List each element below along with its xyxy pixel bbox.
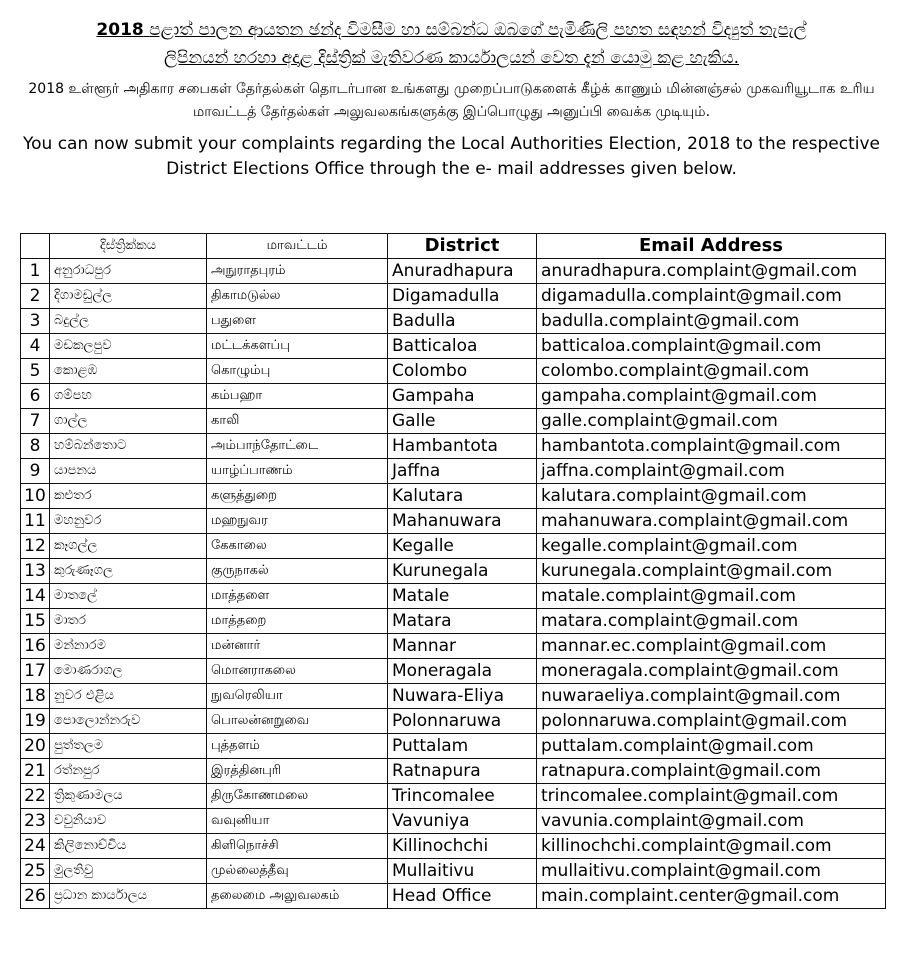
row-email-address: mannar.ec.complaint@gmail.com: [537, 634, 886, 659]
row-tamil-district: மொனராகலை: [207, 659, 388, 684]
row-number: 14: [21, 584, 50, 609]
header-district: District: [388, 234, 537, 259]
row-district: Digamadulla: [388, 284, 537, 309]
row-number: 21: [21, 759, 50, 784]
row-number: 17: [21, 659, 50, 684]
row-tamil-district: யாழ்ப்பாணம்: [207, 459, 388, 484]
row-sinhala-district: වවුනියාව: [50, 809, 207, 834]
row-email-address: puttalam.complaint@gmail.com: [537, 734, 886, 759]
row-number: 24: [21, 834, 50, 859]
table-row: [21, 584, 886, 609]
table-row: [21, 509, 886, 534]
row-district: Matale: [388, 584, 537, 609]
row-tamil-district: திகாமடுல்ல: [207, 284, 388, 309]
row-district: Badulla: [388, 309, 537, 334]
row-number: 5: [21, 359, 50, 384]
sinhala-heading: [0, 16, 903, 72]
row-number: 25: [21, 859, 50, 884]
table-row: [21, 709, 886, 734]
row-district: Colombo: [388, 359, 537, 384]
sinhala-heading-year: 2018: [96, 20, 144, 40]
row-sinhala-district: බදුල්ල: [50, 309, 207, 334]
row-email-address: polonnaruwa.complaint@gmail.com: [537, 709, 886, 734]
header-tamil-district: மாவட்டம்: [207, 234, 388, 259]
row-district: Head Office: [388, 884, 537, 909]
row-tamil-district: அநுராதபுரம்: [207, 259, 388, 284]
row-sinhala-district: මුලතිවු: [50, 859, 207, 884]
row-email-address: vavunia.complaint@gmail.com: [537, 809, 886, 834]
row-number: 26: [21, 884, 50, 909]
row-number: 19: [21, 709, 50, 734]
row-email-address: trincomalee.complaint@gmail.com: [537, 784, 886, 809]
row-district: Killinochchi: [388, 834, 537, 859]
table-row: [21, 384, 886, 409]
row-sinhala-district: ප්‍රධාන කාර්යාලය: [50, 884, 207, 909]
row-district: Trincomalee: [388, 784, 537, 809]
row-district: Nuwara-Eliya: [388, 684, 537, 709]
row-tamil-district: நுவரெலியா: [207, 684, 388, 709]
row-number: 7: [21, 409, 50, 434]
row-sinhala-district: මන්නාරම: [50, 634, 207, 659]
row-district: Matara: [388, 609, 537, 634]
row-sinhala-district: අනුරාධපුර: [50, 259, 207, 284]
table-row: [21, 734, 886, 759]
row-sinhala-district: කළුතර: [50, 484, 207, 509]
row-tamil-district: மட்டக்களப்பு: [207, 334, 388, 359]
row-number: 18: [21, 684, 50, 709]
table-row: [21, 784, 886, 809]
row-email-address: gampaha.complaint@gmail.com: [537, 384, 886, 409]
table-row: [21, 284, 886, 309]
header-email-address: Email Address: [537, 234, 886, 259]
row-tamil-district: மஹநுவர: [207, 509, 388, 534]
row-number: 15: [21, 609, 50, 634]
row-district: Hambantota: [388, 434, 537, 459]
row-sinhala-district: කොළඹ: [50, 359, 207, 384]
row-district: Puttalam: [388, 734, 537, 759]
row-tamil-district: காலி: [207, 409, 388, 434]
row-number: 3: [21, 309, 50, 334]
row-number: 1: [21, 259, 50, 284]
table-row: [21, 859, 886, 884]
row-number: 13: [21, 559, 50, 584]
row-email-address: matale.complaint@gmail.com: [537, 584, 886, 609]
row-district: Anuradhapura: [388, 259, 537, 284]
sinhala-heading-line2: ලිපිනයන් හරහා අදාළ දිස්ත්‍රික් මැතිවරණ කාර්යාලයන් වෙත දැන් යොමු කළ හැකිය.: [163, 48, 740, 68]
row-district: Kalutara: [388, 484, 537, 509]
row-sinhala-district: මහනුවර: [50, 509, 207, 534]
row-district: Mahanuwara: [388, 509, 537, 534]
row-email-address: galle.complaint@gmail.com: [537, 409, 886, 434]
row-sinhala-district: පොලොන්නරුව: [50, 709, 207, 734]
row-email-address: killinochchi.complaint@gmail.com: [537, 834, 886, 859]
row-sinhala-district: ගම්පහ: [50, 384, 207, 409]
row-number: 2: [21, 284, 50, 309]
row-number: 9: [21, 459, 50, 484]
row-email-address: kalutara.complaint@gmail.com: [537, 484, 886, 509]
row-number: 20: [21, 734, 50, 759]
row-sinhala-district: මඩකලපුව: [50, 334, 207, 359]
row-tamil-district: கொழும்பு: [207, 359, 388, 384]
table-row: [21, 759, 886, 784]
row-district: Gampaha: [388, 384, 537, 409]
row-tamil-district: அம்பாந்தோட்டை: [207, 434, 388, 459]
row-tamil-district: மாத்தறை: [207, 609, 388, 634]
row-email-address: mahanuwara.complaint@gmail.com: [537, 509, 886, 534]
row-email-address: moneragala.complaint@gmail.com: [537, 659, 886, 684]
row-email-address: batticaloa.complaint@gmail.com: [537, 334, 886, 359]
row-tamil-district: கேகாலை: [207, 534, 388, 559]
table-row: [21, 259, 886, 284]
row-number: 16: [21, 634, 50, 659]
row-email-address: badulla.complaint@gmail.com: [537, 309, 886, 334]
row-number: 11: [21, 509, 50, 534]
row-tamil-district: இரத்தினபுரி: [207, 759, 388, 784]
row-number: 23: [21, 809, 50, 834]
row-tamil-district: தலைமை அலுவலகம்: [207, 884, 388, 909]
row-sinhala-district: කෑගල්ල: [50, 534, 207, 559]
row-district: Mannar: [388, 634, 537, 659]
table-row: [21, 359, 886, 384]
row-number: 10: [21, 484, 50, 509]
table-row: [21, 459, 886, 484]
row-sinhala-district: කිලිනොච්චිය: [50, 834, 207, 859]
row-district: Polonnaruwa: [388, 709, 537, 734]
row-sinhala-district: ත්‍රිකුණාමලය: [50, 784, 207, 809]
row-number: 4: [21, 334, 50, 359]
table-row: [21, 634, 886, 659]
tamil-paragraph: 2018 உள்ளூர் அதிகார சபைகள் தேர்தல்கள் தொடர்பான உங்களது முறைப்பாடுகளைக் கீழ்க் காணும் மின்னஞ்சல் முகவரியூடாக உரிய மாவட்டத் தேர்தல்கள் அலுவலகங்களுக்கு இப்பொழுது அனுப்பி வைக்க முடியும்.: [28, 81, 875, 120]
row-email-address: mullaitivu.complaint@gmail.com: [537, 859, 886, 884]
row-number: 8: [21, 434, 50, 459]
table-row: [21, 309, 886, 334]
header-number: [21, 234, 50, 259]
row-district: Kurunegala: [388, 559, 537, 584]
row-district: Ratnapura: [388, 759, 537, 784]
row-sinhala-district: ගාල්ල: [50, 409, 207, 434]
row-district: Kegalle: [388, 534, 537, 559]
row-sinhala-district: නුවර එළිය: [50, 684, 207, 709]
row-email-address: anuradhapura.complaint@gmail.com: [537, 259, 886, 284]
table-row: [21, 434, 886, 459]
row-district: Vavuniya: [388, 809, 537, 834]
row-sinhala-district: මාතර: [50, 609, 207, 634]
row-tamil-district: குருநாகல்: [207, 559, 388, 584]
row-email-address: kegalle.complaint@gmail.com: [537, 534, 886, 559]
row-email-address: matara.complaint@gmail.com: [537, 609, 886, 634]
row-tamil-district: கம்பஹா: [207, 384, 388, 409]
table-row: [21, 484, 886, 509]
row-email-address: colombo.complaint@gmail.com: [537, 359, 886, 384]
row-tamil-district: பொலன்னறுவை: [207, 709, 388, 734]
row-tamil-district: திருகோணமலை: [207, 784, 388, 809]
row-sinhala-district: දිගාමඩුල්ල: [50, 284, 207, 309]
table-row: [21, 684, 886, 709]
row-tamil-district: புத்தளம்: [207, 734, 388, 759]
row-email-address: nuwaraeliya.complaint@gmail.com: [537, 684, 886, 709]
row-number: 6: [21, 384, 50, 409]
row-sinhala-district: මාතලේ: [50, 584, 207, 609]
row-sinhala-district: පුත්තලම: [50, 734, 207, 759]
row-district: Batticaloa: [388, 334, 537, 359]
row-sinhala-district: මොණරාගල: [50, 659, 207, 684]
row-district: Mullaitivu: [388, 859, 537, 884]
row-number: 22: [21, 784, 50, 809]
table-body: [21, 259, 886, 909]
row-tamil-district: களுத்துறை: [207, 484, 388, 509]
row-tamil-district: பதுளை: [207, 309, 388, 334]
notice-header: [0, 0, 903, 182]
row-sinhala-district: යාපනය: [50, 459, 207, 484]
table-header-row: [21, 234, 886, 259]
row-tamil-district: கிளிநொச்சி: [207, 834, 388, 859]
row-email-address: digamadulla.complaint@gmail.com: [537, 284, 886, 309]
row-tamil-district: வவுனியா: [207, 809, 388, 834]
table-row: [21, 409, 886, 434]
table-row: [21, 559, 886, 584]
english-paragraph: You can now submit your complaints regarding the Local Authorities Election, 2018 to the respective District Elections Office through the e- mail addresses given below.: [22, 134, 880, 179]
row-number: 12: [21, 534, 50, 559]
row-email-address: ratnapura.complaint@gmail.com: [537, 759, 886, 784]
table-row: [21, 334, 886, 359]
row-district: Galle: [388, 409, 537, 434]
row-district: Jaffna: [388, 459, 537, 484]
row-email-address: hambantota.complaint@gmail.com: [537, 434, 886, 459]
row-sinhala-district: රත්නපුර: [50, 759, 207, 784]
row-tamil-district: மன்னார்: [207, 634, 388, 659]
table-row: [21, 884, 886, 909]
row-sinhala-district: කුරුණෑගල: [50, 559, 207, 584]
header-sinhala-district: දිස්ත්‍රික්කය: [50, 234, 207, 259]
complaint-email-table: [20, 233, 886, 909]
row-tamil-district: முல்லைத்தீவு: [207, 859, 388, 884]
row-email-address: main.complaint.center@gmail.com: [537, 884, 886, 909]
row-district: Moneragala: [388, 659, 537, 684]
table-row: [21, 659, 886, 684]
row-tamil-district: மாத்தளை: [207, 584, 388, 609]
row-email-address: jaffna.complaint@gmail.com: [537, 459, 886, 484]
table-row: [21, 534, 886, 559]
table-row: [21, 609, 886, 634]
sinhala-heading-line1: පළාත් පාලන ආයතන ඡන්ද විමසීම හා සම්බන්ධ ඔබගේ පැමිණිලි පහත සඳහන් විද්‍යුත් තැපැල්: [149, 20, 807, 40]
table-row: [21, 834, 886, 859]
row-email-address: kurunegala.complaint@gmail.com: [537, 559, 886, 584]
row-sinhala-district: හම්බන්තොට: [50, 434, 207, 459]
table-row: [21, 809, 886, 834]
